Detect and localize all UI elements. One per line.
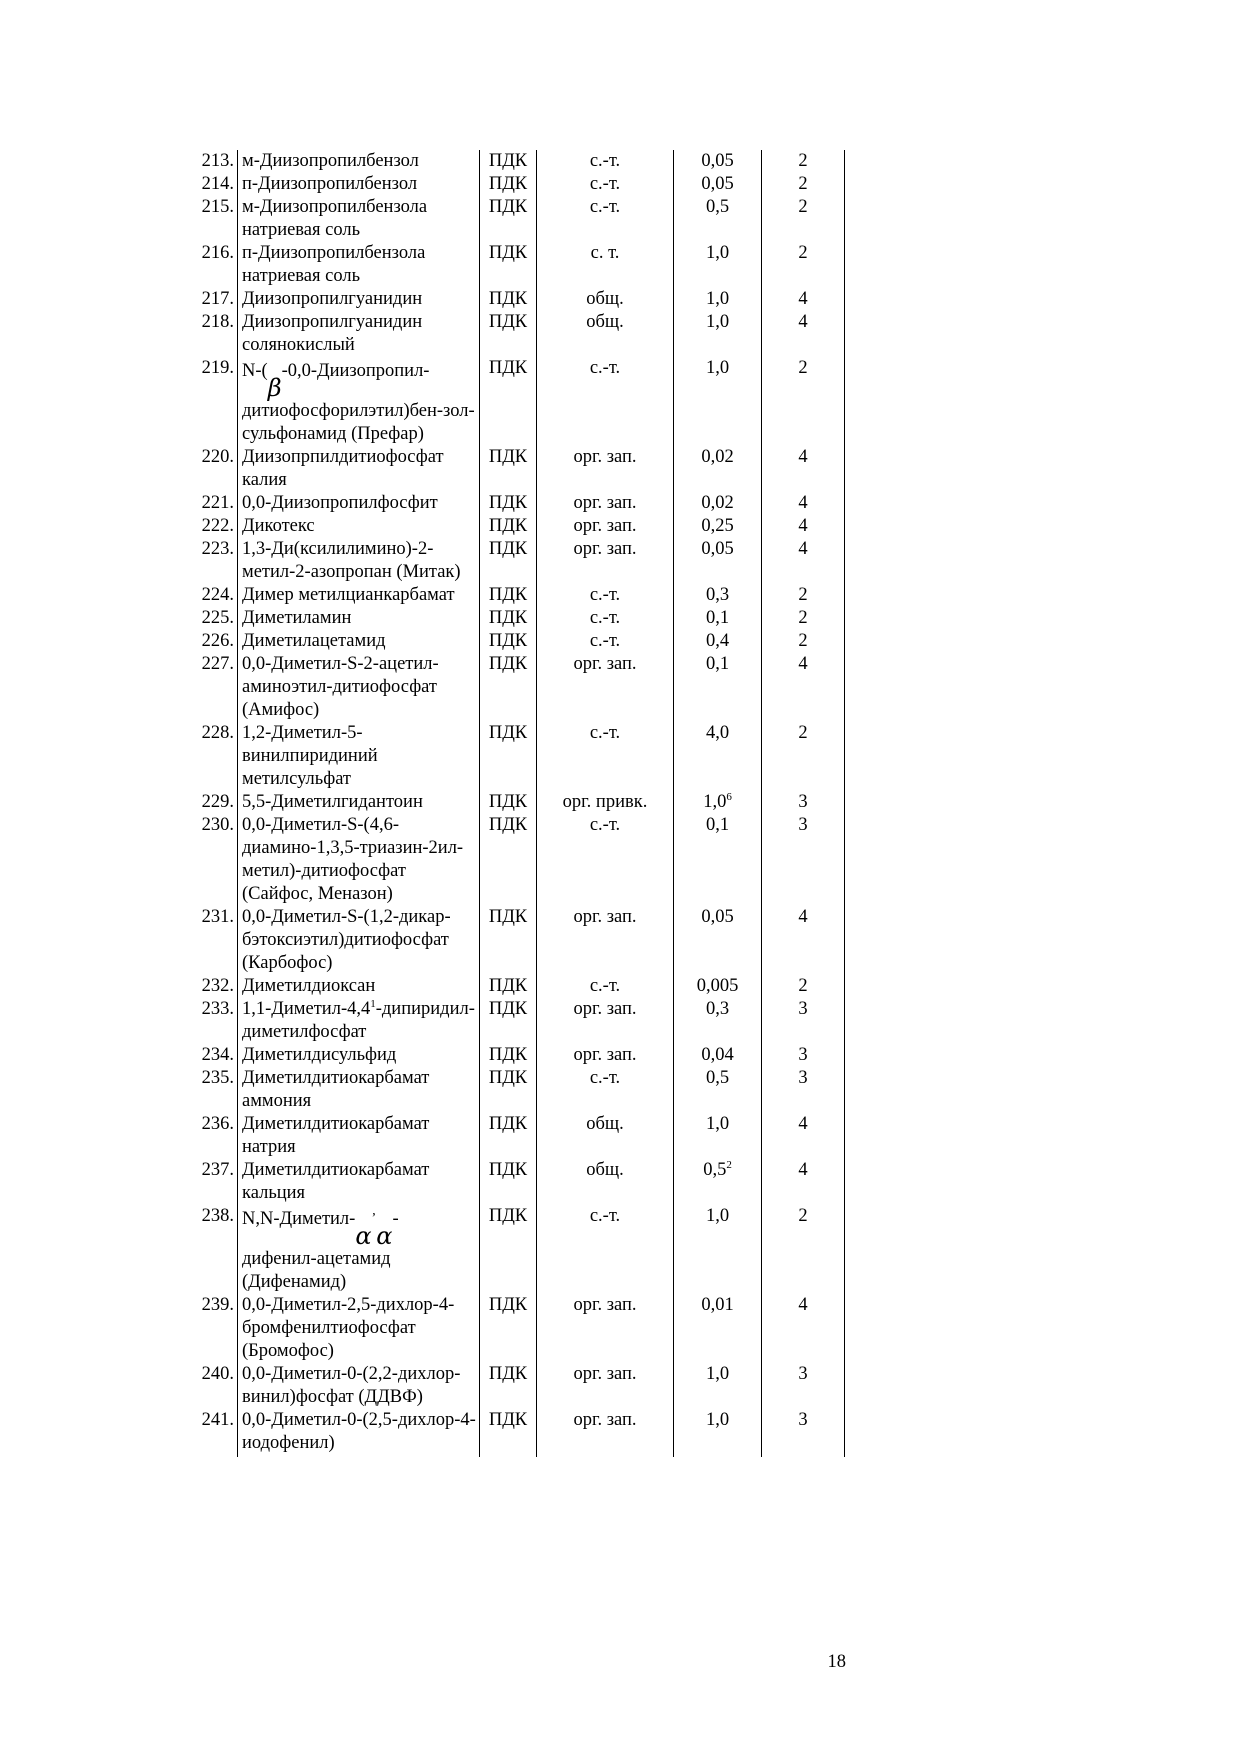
table-row — [186, 1205, 845, 1294]
substance-name: Диметилдитиокарбамат кальция — [238, 1159, 480, 1205]
limit-type: ПДК — [480, 515, 537, 538]
hazard-class: 4 — [762, 538, 845, 584]
hazard-class: 2 — [762, 584, 845, 607]
limit-type: ПДК — [480, 288, 537, 311]
table-row — [186, 1067, 845, 1113]
limit-type: ПДК — [480, 538, 537, 584]
hazard-sign: орг. зап. — [537, 1409, 674, 1457]
limit-value: 1,0 — [674, 311, 762, 357]
table-row — [186, 653, 845, 722]
substance-table — [186, 150, 845, 1457]
hazard-class: 3 — [762, 1409, 845, 1457]
substance-name: 0,0-Диметил-0-(2,2-дихлор-винил)фосфат (ДДВФ) — [238, 1363, 480, 1409]
row-number: 227. — [201, 654, 234, 674]
hazard-sign: орг. зап. — [537, 446, 674, 492]
limit-value: 0,1 — [674, 814, 762, 906]
hazard-class: 4 — [762, 1159, 845, 1205]
limit-value: 1,0 — [674, 1363, 762, 1409]
hazard-class: 3 — [762, 814, 845, 906]
limit-type: ПДК — [480, 906, 537, 975]
limit-value: 0,02 — [674, 492, 762, 515]
table-row — [186, 288, 845, 311]
substance-name: Диизопрпилдитиофосфат калия — [238, 446, 480, 492]
name-part: дитиофосфорилэтил)бен-зол-сульфонамид (Префар) — [242, 401, 475, 444]
hazard-class: 4 — [762, 492, 845, 515]
name-part: N,N-Диметил- — [242, 1209, 356, 1229]
limit-type: ПДК — [480, 1294, 537, 1363]
limit-value — [674, 791, 762, 814]
hazard-class: 2 — [762, 630, 845, 653]
value-main: 0,5 — [703, 1160, 727, 1180]
substance-name: Димер метилцианкарбамат — [238, 584, 480, 607]
row-number: 233. — [201, 999, 234, 1019]
hazard-sign: орг. зап. — [537, 1363, 674, 1409]
hazard-class: 2 — [762, 975, 845, 998]
value-main: 1,0 — [703, 792, 727, 812]
limit-value: 0,02 — [674, 446, 762, 492]
limit-type: ПДК — [480, 1409, 537, 1457]
name-part: -дипиридил-диметилфосфат — [242, 999, 475, 1042]
name-part: N-( — [242, 361, 268, 381]
prime-mark: 1 — [370, 998, 376, 1010]
hazard-class: 3 — [762, 1044, 845, 1067]
substance-name: п-Диизопропилбензол — [238, 173, 480, 196]
limit-value: 0,05 — [674, 173, 762, 196]
hazard-class: 2 — [762, 242, 845, 288]
limit-value: 0,05 — [674, 150, 762, 173]
table-row — [186, 998, 845, 1044]
hazard-sign: орг. зап. — [537, 653, 674, 722]
row-number: 221. — [201, 493, 234, 513]
limit-value: 0,1 — [674, 653, 762, 722]
limit-value: 0,01 — [674, 1294, 762, 1363]
limit-type: ПДК — [480, 150, 537, 173]
limit-value: 0,05 — [674, 906, 762, 975]
limit-value: 0,005 — [674, 975, 762, 998]
hazard-sign: с.-т. — [537, 584, 674, 607]
hazard-sign: орг. привк. — [537, 791, 674, 814]
table-row — [186, 242, 845, 288]
row-number: 235. — [201, 1068, 234, 1088]
substance-name: 1,2-Диметил-5-винилпиридиний метилсульфат — [238, 722, 480, 791]
limit-value: 0,04 — [674, 1044, 762, 1067]
table-row — [186, 607, 845, 630]
limit-type: ПДК — [480, 1044, 537, 1067]
hazard-sign: с.-т. — [537, 196, 674, 242]
substance-name: м-Диизопропилбензол — [238, 150, 480, 173]
hazard-sign: общ. — [537, 288, 674, 311]
hazard-class: 3 — [762, 1363, 845, 1409]
substance-name: 1,3-Ди(ксилилимино)-2-метил-2-азопропан (Митак) — [238, 538, 480, 584]
row-number: 228. — [201, 723, 234, 743]
footnote-mark: 6 — [726, 791, 732, 803]
name-part: -0,0-Диизопропил- — [281, 361, 430, 381]
hazard-sign: орг. зап. — [537, 492, 674, 515]
row-number: 226. — [201, 631, 234, 651]
table-row — [186, 446, 845, 492]
hazard-sign: орг. зап. — [537, 1294, 674, 1363]
hazard-sign: общ. — [537, 1159, 674, 1205]
hazard-class: 3 — [762, 1067, 845, 1113]
hazard-sign: орг. зап. — [537, 538, 674, 584]
table-row — [186, 722, 845, 791]
hazard-class: 3 — [762, 791, 845, 814]
hazard-sign: с.-т. — [537, 975, 674, 998]
hazard-class: 4 — [762, 446, 845, 492]
table-row — [186, 173, 845, 196]
limit-value — [674, 1159, 762, 1205]
hazard-class: 2 — [762, 1205, 845, 1294]
table-row — [186, 584, 845, 607]
limit-type: ПДК — [480, 975, 537, 998]
substance-name: 0,0-Диметил-S-(4,6-диамино-1,3,5-триазин-2ил-метил)-дитиофосфат (Сайфос, Меназон) — [238, 814, 480, 906]
limit-value: 1,0 — [674, 1113, 762, 1159]
row-number: 241. — [201, 1410, 234, 1430]
limit-value: 1,0 — [674, 288, 762, 311]
table-row — [186, 1363, 845, 1409]
beta-symbol: β — [267, 374, 282, 402]
row-number: 234. — [201, 1045, 234, 1065]
limit-type: ПДК — [480, 1067, 537, 1113]
limit-type: ПДК — [480, 653, 537, 722]
name-part: 1,1-Диметил-4,4 — [242, 999, 371, 1019]
hazard-class: 4 — [762, 515, 845, 538]
limit-value: 1,0 — [674, 242, 762, 288]
limit-type: ПДК — [480, 1363, 537, 1409]
hazard-class: 2 — [762, 607, 845, 630]
row-number: 237. — [201, 1160, 234, 1180]
limit-type: ПДК — [480, 722, 537, 791]
row-number: 239. — [201, 1295, 234, 1315]
row-number: 230. — [201, 815, 234, 835]
limit-type: ПДК — [480, 492, 537, 515]
limit-type: ПДК — [480, 607, 537, 630]
page-number: 18 — [827, 1652, 846, 1672]
name-part: дифенил-ацетамид (Дифенамид) — [242, 1249, 391, 1292]
hazard-sign: с.-т. — [537, 1205, 674, 1294]
substance-name: Диизопропилгуанидин — [238, 288, 480, 311]
substance-name: Диметилацетамид — [238, 630, 480, 653]
hazard-sign: орг. зап. — [537, 906, 674, 975]
row-number: 223. — [201, 539, 234, 559]
limit-value: 4,0 — [674, 722, 762, 791]
hazard-class: 2 — [762, 196, 845, 242]
table-row — [186, 492, 845, 515]
limit-type: ПДК — [480, 630, 537, 653]
row-number: 222. — [201, 516, 234, 536]
hazard-class: 4 — [762, 653, 845, 722]
limit-value: 0,25 — [674, 515, 762, 538]
limit-type: ПДК — [480, 242, 537, 288]
name-part: - — [392, 1209, 399, 1229]
hazard-class: 4 — [762, 311, 845, 357]
limit-value: 1,0 — [674, 1409, 762, 1457]
substance-name: 0,0-Диметил-2,5-дихлор-4-бромфенилтиофосфат (Бромофос) — [238, 1294, 480, 1363]
row-number: 240. — [201, 1364, 234, 1384]
row-number: 217. — [201, 289, 234, 309]
hazard-class: 2 — [762, 722, 845, 791]
row-number: 216. — [201, 243, 234, 263]
substance-name: Диизопропилгуанидин солянокислый — [238, 311, 480, 357]
limit-type: ПДК — [480, 791, 537, 814]
prime-mark: ’ — [371, 1211, 377, 1226]
substance-name: Дикотекс — [238, 515, 480, 538]
row-number: 219. — [201, 358, 234, 378]
hazard-class: 2 — [762, 150, 845, 173]
substance-name: 0,0-Диизопропилфосфит — [238, 492, 480, 515]
hazard-class: 2 — [762, 357, 845, 446]
substance-name — [238, 1205, 480, 1294]
table-row — [186, 1409, 845, 1457]
limit-type: ПДК — [480, 1205, 537, 1294]
hazard-class: 4 — [762, 288, 845, 311]
row-number: 220. — [201, 447, 234, 467]
alpha-symbol: α — [376, 1222, 393, 1250]
limit-type: ПДК — [480, 584, 537, 607]
limit-value: 0,5 — [674, 1067, 762, 1113]
hazard-class: 4 — [762, 1113, 845, 1159]
table-row — [186, 906, 845, 975]
row-number: 229. — [201, 792, 234, 812]
hazard-sign: с.-т. — [537, 630, 674, 653]
substance-name: 5,5-Диметилгидантоин — [238, 791, 480, 814]
hazard-sign: орг. зап. — [537, 998, 674, 1044]
hazard-sign: орг. зап. — [537, 1044, 674, 1067]
limit-type: ПДК — [480, 814, 537, 906]
substance-name — [238, 998, 480, 1044]
hazard-sign: общ. — [537, 311, 674, 357]
limit-value: 0,3 — [674, 998, 762, 1044]
limit-value: 0,3 — [674, 584, 762, 607]
hazard-sign: с.-т. — [537, 173, 674, 196]
substance-name: Диметилдисульфид — [238, 1044, 480, 1067]
row-number: 224. — [201, 585, 234, 605]
table-row — [186, 196, 845, 242]
substance-name: Диметилдитиокарбамат натрия — [238, 1113, 480, 1159]
hazard-sign: с.-т. — [537, 1067, 674, 1113]
hazard-sign: орг. зап. — [537, 515, 674, 538]
substance-name: Диметиламин — [238, 607, 480, 630]
table-row — [186, 814, 845, 906]
hazard-sign: с.-т. — [537, 722, 674, 791]
table-row — [186, 630, 845, 653]
row-number: 232. — [201, 976, 234, 996]
row-number: 236. — [201, 1114, 234, 1134]
limit-type: ПДК — [480, 1159, 537, 1205]
limit-type: ПДК — [480, 357, 537, 446]
limit-type: ПДК — [480, 998, 537, 1044]
limit-type: ПДК — [480, 1113, 537, 1159]
limit-value: 0,4 — [674, 630, 762, 653]
limit-value: 0,05 — [674, 538, 762, 584]
limit-value: 1,0 — [674, 357, 762, 446]
table-row — [186, 791, 845, 814]
hazard-sign: с.-т. — [537, 814, 674, 906]
table-row — [186, 1159, 845, 1205]
table-row — [186, 538, 845, 584]
hazard-class: 3 — [762, 998, 845, 1044]
limit-type: ПДК — [480, 311, 537, 357]
table-row — [186, 1113, 845, 1159]
hazard-class: 4 — [762, 1294, 845, 1363]
row-number: 231. — [201, 907, 234, 927]
limit-value: 1,0 — [674, 1205, 762, 1294]
table-row — [186, 357, 845, 446]
substance-name: 0,0-Диметил-0-(2,5-дихлор-4-иодофенил) — [238, 1409, 480, 1457]
substance-name — [238, 357, 480, 446]
table-row — [186, 150, 845, 173]
table-row — [186, 1044, 845, 1067]
alpha-symbol: α — [355, 1222, 372, 1250]
limit-value: 0,5 — [674, 196, 762, 242]
hazard-class: 2 — [762, 173, 845, 196]
hazard-sign: общ. — [537, 1113, 674, 1159]
row-number: 218. — [201, 312, 234, 332]
substance-name: Диметилдиоксан — [238, 975, 480, 998]
limit-type: ПДК — [480, 446, 537, 492]
row-number: 213. — [201, 151, 234, 171]
limit-type: ПДК — [480, 196, 537, 242]
substance-name: п-Диизопропилбензола натриевая соль — [238, 242, 480, 288]
substance-name: Диметилдитиокарбамат аммония — [238, 1067, 480, 1113]
footnote-mark: 2 — [726, 1159, 732, 1171]
substance-name: м-Диизопропилбензола натриевая соль — [238, 196, 480, 242]
row-number: 215. — [201, 197, 234, 217]
substance-name: 0,0-Диметил-S-2-ацетил-аминоэтил-дитиофосфат (Амифос) — [238, 653, 480, 722]
limit-type: ПДК — [480, 173, 537, 196]
table-row — [186, 311, 845, 357]
hazard-sign: с.-т. — [537, 607, 674, 630]
substance-name: 0,0-Диметил-S-(1,2-дикар-бэтоксиэтил)дитиофосфат (Карбофос) — [238, 906, 480, 975]
table-row — [186, 515, 845, 538]
hazard-class: 4 — [762, 906, 845, 975]
table-row — [186, 1294, 845, 1363]
limit-value: 0,1 — [674, 607, 762, 630]
row-number: 214. — [201, 174, 234, 194]
row-number: 238. — [201, 1206, 234, 1226]
table-row — [186, 975, 845, 998]
hazard-sign: с. т. — [537, 242, 674, 288]
row-number: 225. — [201, 608, 234, 628]
hazard-sign: с.-т. — [537, 357, 674, 446]
hazard-sign: с.-т. — [537, 150, 674, 173]
